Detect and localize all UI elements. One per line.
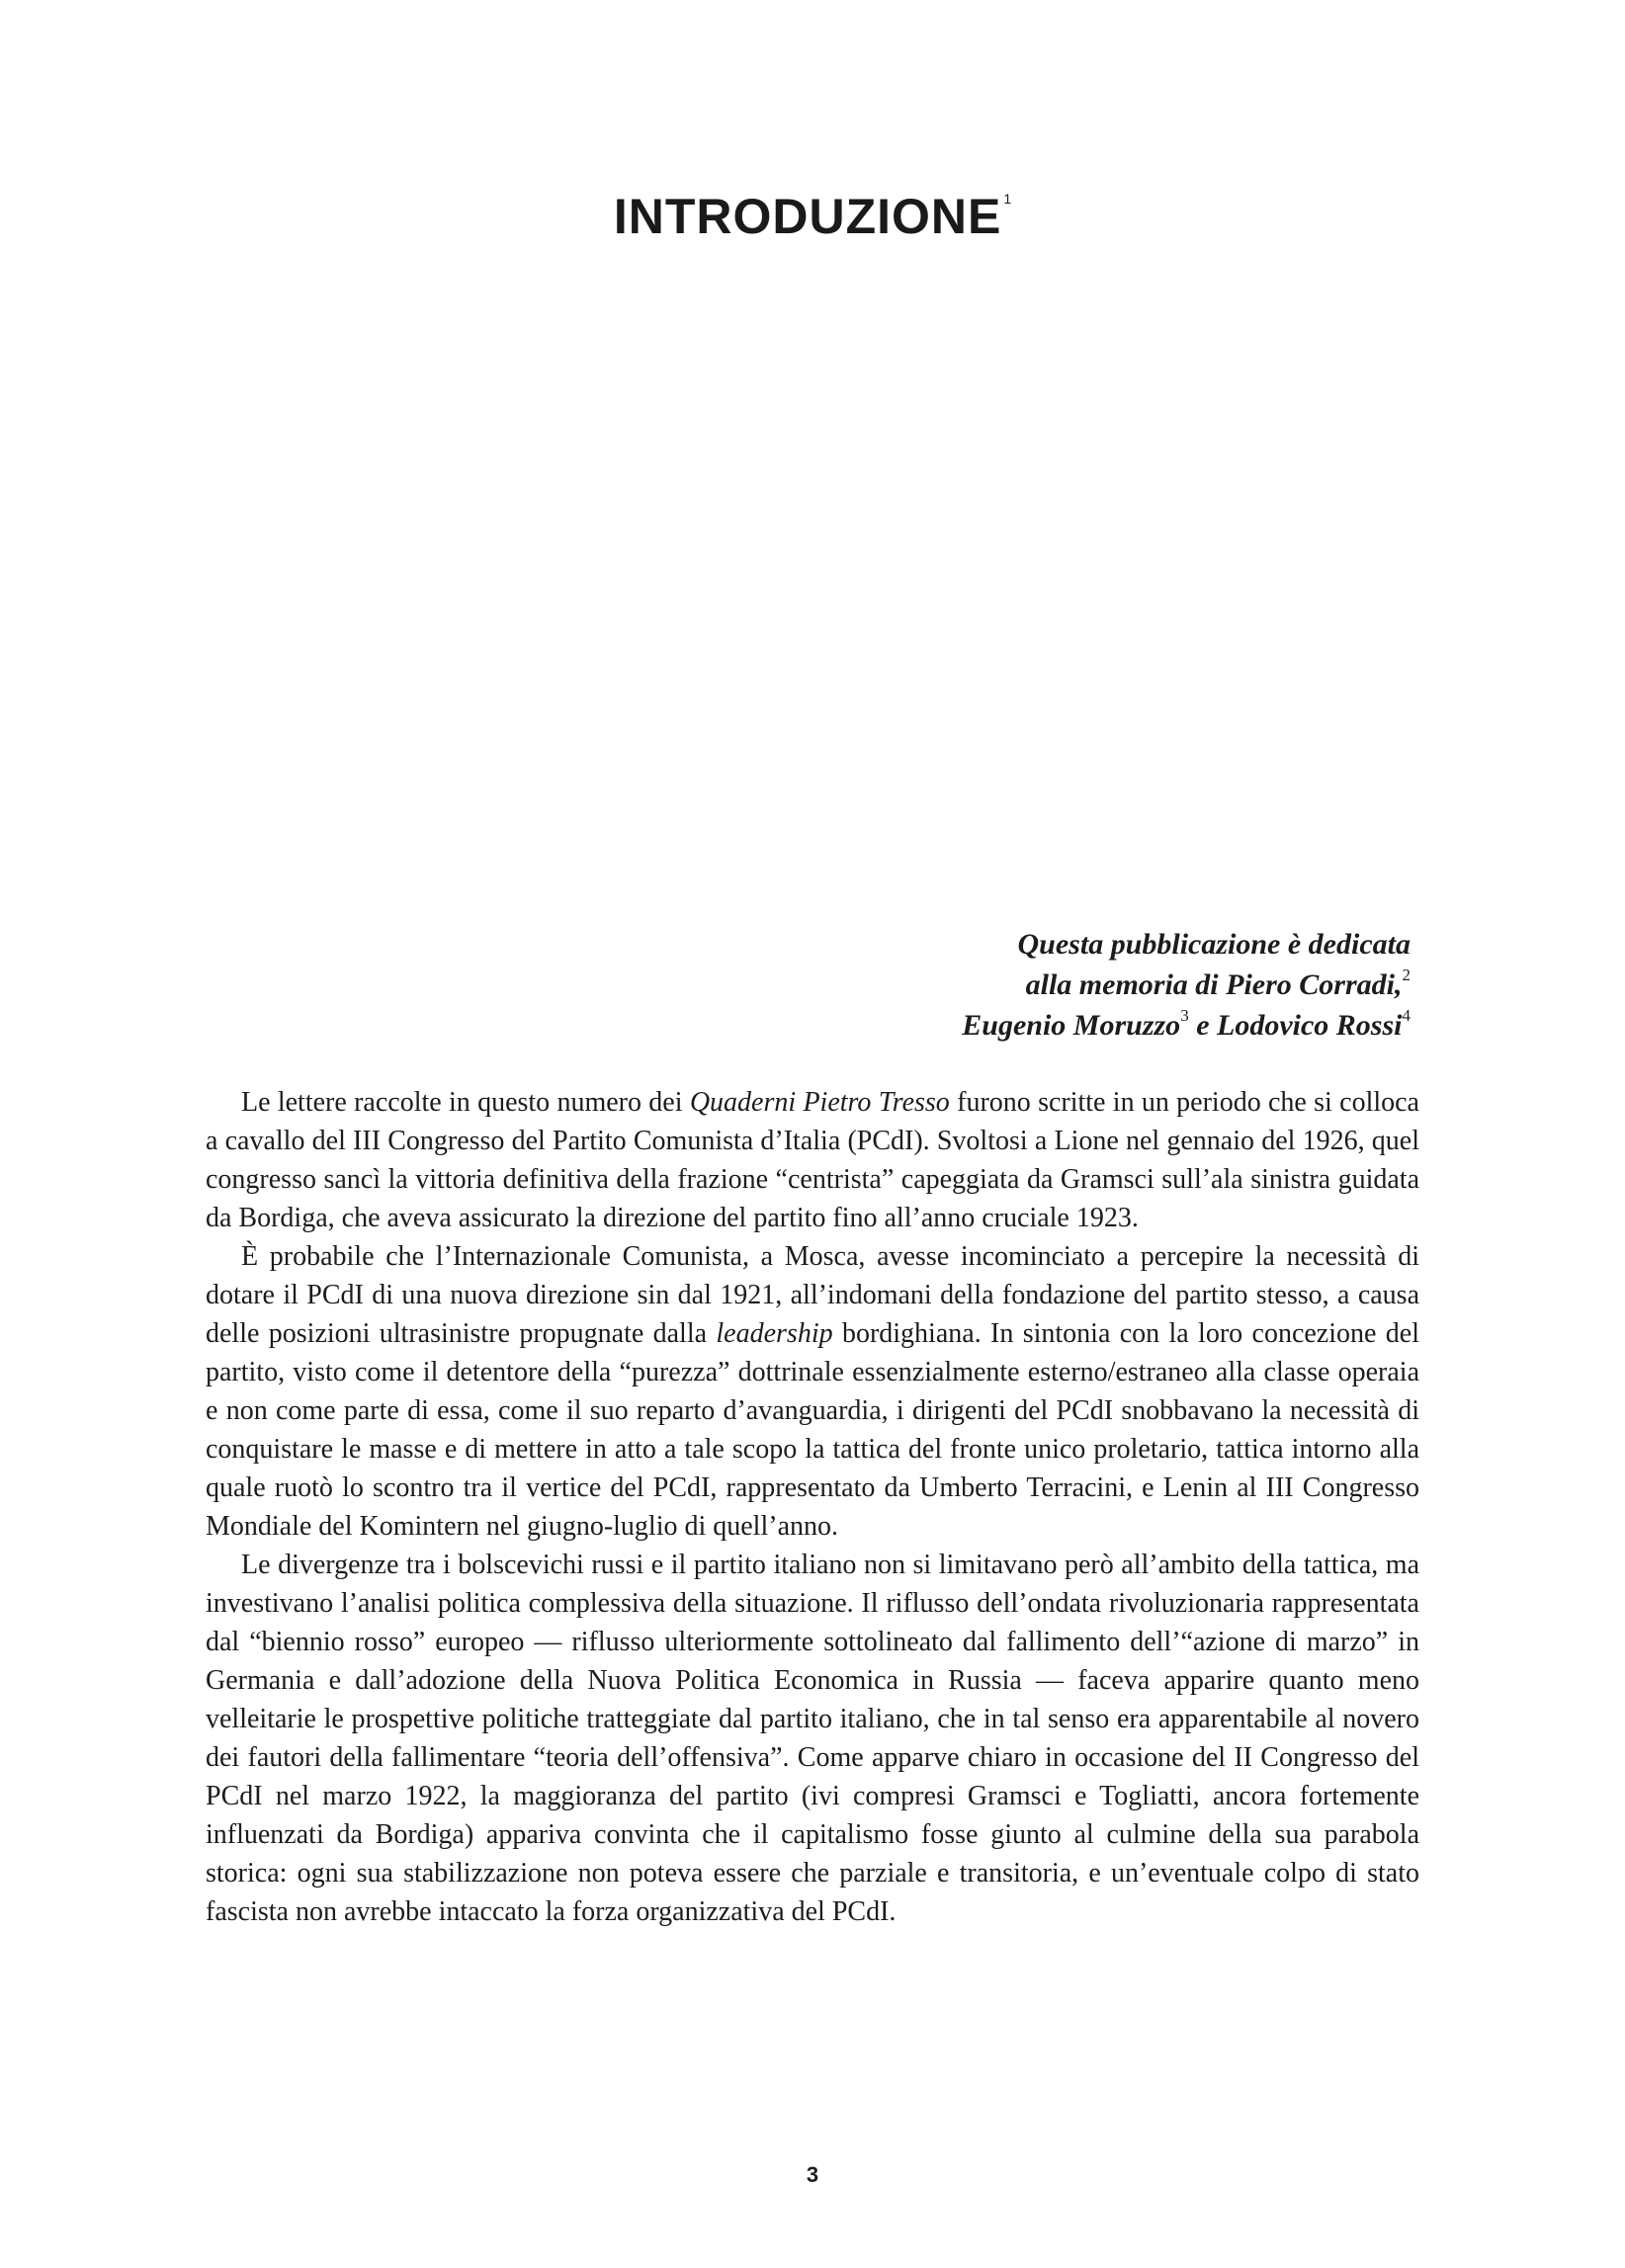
paragraph-1-start: Le lettere raccolte in questo numero dei: [241, 1087, 690, 1118]
dedication-line-2-text: alla memoria di Piero Corradi,: [1025, 968, 1403, 1001]
page-title: [0, 188, 1625, 245]
dedication-line-1-text: Questa pubblicazione è dedicata: [1017, 928, 1411, 961]
paragraph-1-rest: furono scritte in un periodo che si colloca a cavallo del III Congresso del Partito Comunista d’Italia (PCdI). Svoltosi a Lione nel gennaio del 1926, quel congresso sancì la vittoria definitiva della frazione “centrista” capeggiata da Gramsci sull’ala sinistra guidata da Bordiga, che aveva assicurato la direzione del partito fino all’anno cruciale 1923.: [206, 1087, 1419, 1233]
dedication: [962, 924, 1411, 1046]
footnote-marker-3[interactable]: 3: [1180, 1006, 1189, 1025]
journal-title: Quaderni Pietro Tresso: [689, 1087, 950, 1118]
page-number: 3: [806, 2162, 819, 2187]
body-text: [206, 1083, 1419, 1931]
footnote-marker-2[interactable]: 2: [1402, 966, 1411, 984]
paragraph-2: [206, 1237, 1419, 1546]
paragraph-2-rest: bordighiana. In sintonia con la loro concezione del partito, visto come il detentore della “purezza” dottrinale essenzialmente esterno/estraneo alla classe operaia e non come parte di essa, come il suo reparto d’avanguardia, i dirigenti del PCdI snobbavano la necessità di conquistare le masse e di mettere in atto a tale scopo la tattica del fronte unico proletario, tattica intorno alla quale ruotò lo scontro tra il vertice del PCdI, rappresentato da Umberto Terracini, e Lenin al III Congresso Mondiale del Komintern nel giugno-luglio di quell’anno.: [206, 1318, 1419, 1542]
page-title-text: INTRODUZIONE: [613, 189, 1002, 244]
paragraph-2-start: È probabile che l’Internazionale Comunista, a Mosca, avesse incominciato a percepire la necessità di dotare il PCdI di una nuova direzione sin dal 1921, all’indomani della fondazione del partito stesso, a causa delle posizioni ultrasinistre propugnate dalla: [206, 1241, 1419, 1349]
dedication-line-3: [962, 1005, 1411, 1046]
footnote-marker-4[interactable]: 4: [1402, 1006, 1411, 1025]
title-footnote-marker[interactable]: 1: [1003, 191, 1012, 207]
paragraph-3: Le divergenze tra i bolscevichi russi e il partito italiano non si limitavano però all’ambito della tattica, ma investivano l’analisi politica complessiva della situazione. Il riflusso dell’ondata rivoluzionaria rappresentata dal “biennio rosso” europeo — riflusso ulteriormente sottolineato dal fallimento dell’“azione di marzo” in Germania e dall’adozione della Nuova Politica Economica in Russia — faceva apparire quanto meno velleitarie le prospettive politiche tratteggiate dal partito italiano, che in tal senso era apparentabile al novero dei fautori della fallimentare “teoria dell’offensiva”. Come apparve chiaro in occasione del II Congresso del PCdI nel marzo 1922, la maggioranza del partito (ivi compresi Gramsci e Togliatti, ancora fortemente influenzati da Bordiga) appariva convinta che il capitalismo fosse giunto al culmine della sua parabola storica: ogni sua stabilizzazione non poteva essere che parziale e transitoria, e un’eventuale colpo di stato fascista non avrebbe intaccato la forza organizzativa del PCdI.: [206, 1550, 1419, 1927]
dedication-line-3-text-a: Eugenio Moruzzo: [962, 1009, 1181, 1042]
dedication-line-2: [962, 965, 1411, 1005]
dedication-line-1: [962, 924, 1411, 965]
paragraph-1: [206, 1083, 1419, 1237]
dedication-line-3-text-b: e Lodovico Rossi: [1188, 1009, 1403, 1042]
italic-term-leadership: leadership: [716, 1318, 833, 1349]
